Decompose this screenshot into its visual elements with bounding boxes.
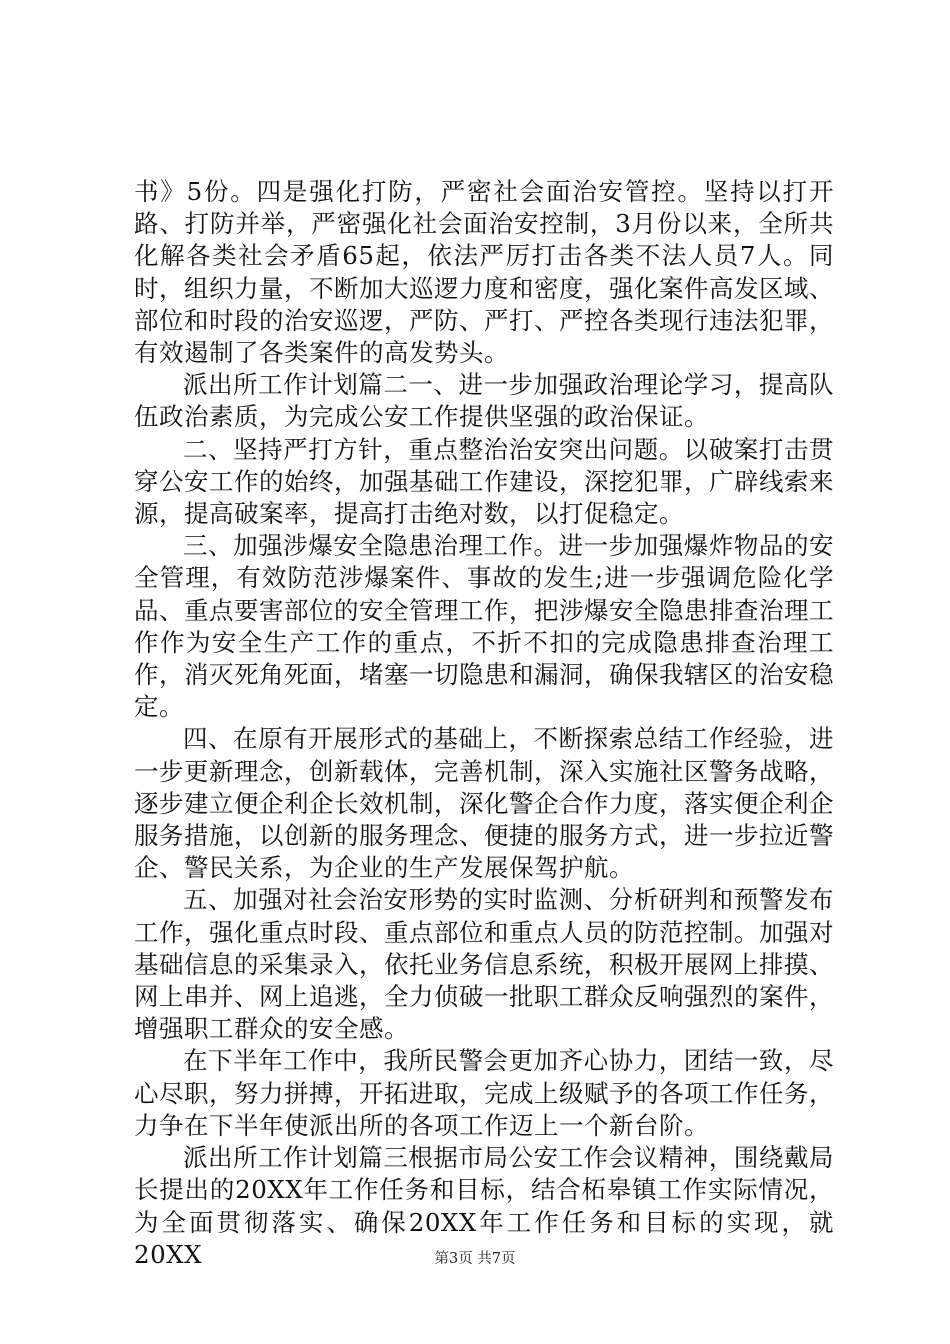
paragraph-item-three: 三、加强涉爆安全隐患治理工作。进一步加强爆炸物品的安全管理，有效防范涉爆案件、事故的发生;进一步强调危险化学品、重点要害部位的安全管理工作，把涉爆安全隐患排查治理工作作为安全生产工作的重点，不折不扣的完成隐患排查治理工作，消灭死角死面，堵塞一切隐患和漏洞，确保我辖区的治安稳定。 <box>134 531 834 722</box>
paragraph-plan-three-intro: 派出所工作计划篇三根据市局公安工作会议精神，围绕戴局长提出的20XX年工作任务和目标，结合柘皋镇工作实际情况，为全面贯彻落实、确保20XX年工作任务和目标的实现，就20XX <box>134 1143 834 1269</box>
page-number-footer: 第3页 共7页 <box>434 1251 516 1267</box>
paragraph-item-two: 二、坚持严打方针，重点整治治安突出问题。以破案打击贯穿公安工作的始终，加强基础工作建设，深挖犯罪，广辟线索来源，提高破案率，提高打击绝对数，以打促稳定。 <box>134 434 834 529</box>
paragraph-item-five: 五、加强对社会治安形势的实时监测、分析研判和预警发布工作，强化重点时段、重点部位和重点人员的防范控制。加强对基础信息的采集录入，依托业务信息系统，积极开展网上排摸、网上串并、网上追逃，全力侦破一批职工群众反响强烈的案件，增强职工群众的安全感。 <box>134 885 834 1044</box>
document-body <box>134 176 834 1271</box>
paragraph-continuation: 书》5份。四是强化打防，严密社会面治安管控。坚持以打开路、打防并举，严密强化社会面治安控制，3月份以来，全所共化解各类社会矛盾65起，依法严厉打击各类不法人员7人。同时，组织力量，不断加大巡逻力度和密度，强化案件高发区域、部位和时段的治安巡逻，严防、严打、严控各类现行违法犯罪，有效遏制了各类案件的高发势头。 <box>134 177 834 368</box>
paragraph-item-four: 四、在原有开展形式的基础上，不断探索总结工作经验，进一步更新理念，创新载体，完善机制，深入实施社区警务战略，逐步建立便企利企长效机制，深化警企合作力度，落实便企利企服务措施，以创新的服务理念、便捷的服务方式，进一步拉近警企、警民关系，为企业的生产发展保驾护航。 <box>134 724 834 883</box>
paragraph-conclusion: 在下半年工作中，我所民警会更加齐心协力，团结一致，尽心尽职，努力拼搏，开拓进取，完成上级赋予的各项工作任务，力争在下半年使派出所的各项工作迈上一个新台阶。 <box>134 1046 834 1140</box>
paragraph-plan-two-intro: 派出所工作计划篇二一、进一步加强政治理论学习，提高队伍政治素质，为完成公安工作提供坚强的政治保证。 <box>134 370 834 432</box>
